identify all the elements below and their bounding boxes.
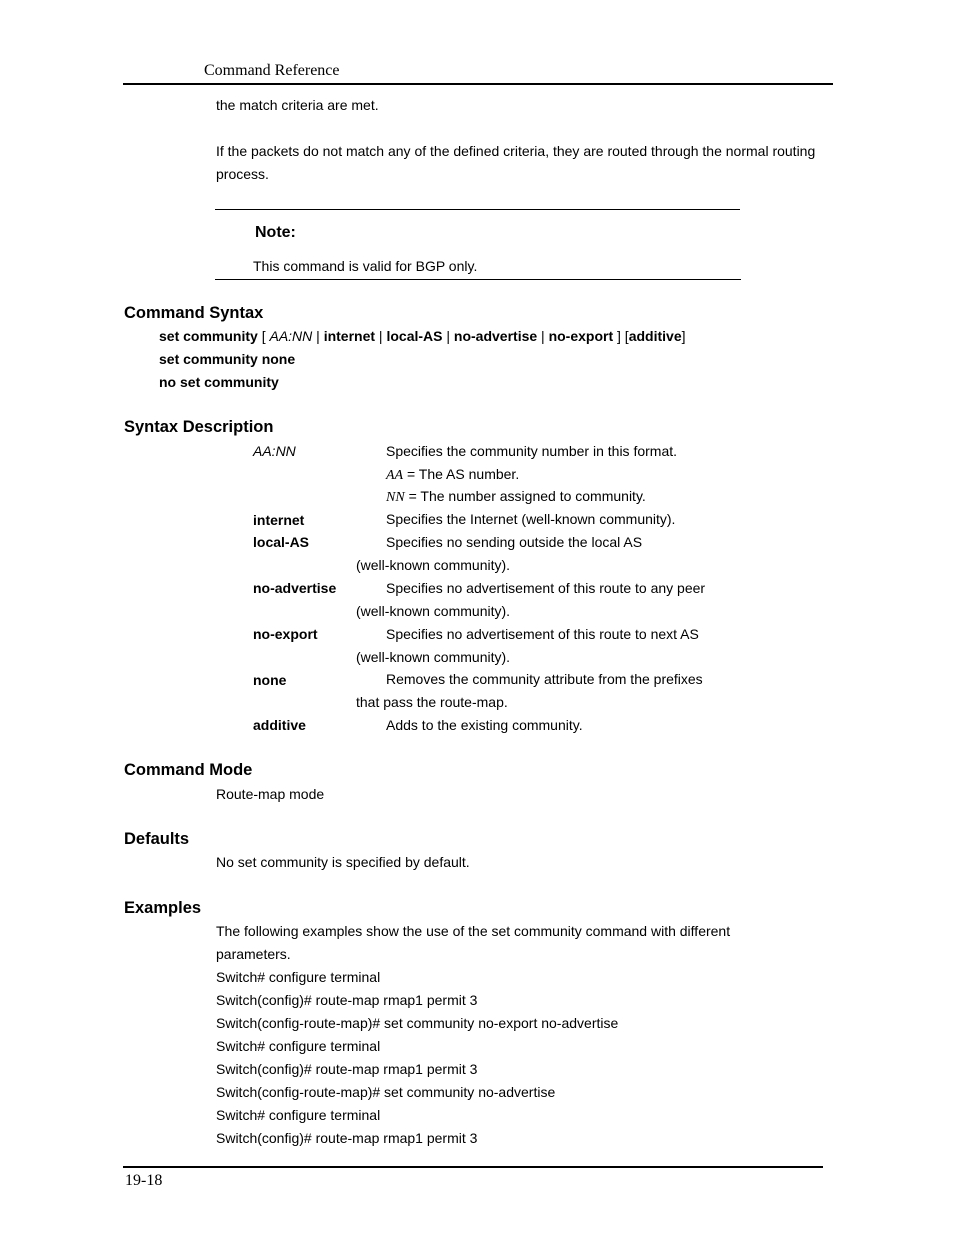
command-mode-heading: Command Mode [124,761,253,779]
defaults-heading: Defaults [124,830,190,848]
term-none: none [253,672,287,688]
term-no-advertise: no-advertise [253,580,337,596]
example-line: Switch# configure terminal [216,1107,381,1123]
header-rule [123,83,833,85]
syntax-bracket: [ [257,328,270,344]
syntax-sep: | [537,328,549,344]
syntax-line-3: no set community [159,374,279,390]
syntax-local-as: local-AS [386,328,443,344]
note-text: This command is valid for BGP only. [253,258,478,274]
example-line: Switch# configure terminal [216,1038,381,1054]
syntax-additive: additive [628,328,682,344]
syntax-cmd: set community [159,328,258,344]
desc-aa-text: = The AS number. [403,466,520,482]
syntax-bracket: ] [681,328,686,344]
desc-additive: Adds to the existing community. [386,717,583,733]
examples-intro-2: parameters. [216,946,291,962]
syntax-sep: | [442,328,454,344]
syntax-line-2: set community none [159,351,296,367]
intro-paragraph-1: the match criteria are met. [216,97,379,113]
desc-aann: Specifies the community number in this format. [386,443,678,459]
desc-local-as-1: Specifies no sending outside the local AS [386,534,643,550]
desc-internet: Specifies the Internet (well-known community). [386,511,676,527]
desc-nn-text: = The number assigned to community. [404,488,646,504]
syntax-line-1 [159,325,686,348]
examples-heading: Examples [124,899,202,917]
term-nn: NN [386,490,405,505]
example-line: Switch(config)# route-map rmap1 permit 3 [216,1130,478,1146]
syntax-description-heading: Syntax Description [124,418,274,436]
term-aa: AA [386,468,404,483]
desc-local-as-2: (well-known community). [356,557,511,573]
defaults-text: No set community is specified by default. [216,854,470,870]
desc-aa [386,463,519,487]
example-line: Switch(config-route-map)# set community no-advertise [216,1084,556,1100]
syntax-sep: | [312,328,324,344]
syntax-aann: AA:NN [269,328,313,344]
term-no-export: no-export [253,626,318,642]
example-line: Switch(config)# route-map rmap1 permit 3 [216,992,478,1008]
desc-no-advertise-1: Specifies no advertisement of this route to any peer [386,580,706,596]
command-syntax-heading: Command Syntax [124,304,264,322]
desc-none-2: that pass the route-map. [356,694,508,710]
note-bottom-rule [215,279,741,280]
example-line: Switch(config)# route-map rmap1 permit 3 [216,1061,478,1077]
command-mode-text: Route-map mode [216,786,325,802]
term-aann: AA:NN [253,443,296,459]
note-label: Note: [255,224,296,241]
desc-nn [386,485,646,509]
desc-no-export-2: (well-known community). [356,649,511,665]
page-number: 19-18 [125,1172,163,1189]
example-line: Switch(config-route-map)# set community no-export no-advertise [216,1015,619,1031]
term-additive: additive [253,717,306,733]
running-header: Command Reference [204,62,340,79]
intro-paragraph-2: If the packets do not match any of the defined criteria, they are routed through the normal routing process. [216,143,816,182]
note-top-rule [215,209,740,210]
term-local-as: local-AS [253,534,310,550]
desc-no-advertise-2: (well-known community). [356,603,511,619]
desc-no-export-1: Specifies no advertisement of this route to next AS [386,626,699,642]
syntax-bracket: ] [ [613,328,629,344]
syntax-sep: | [375,328,387,344]
example-line: Switch# configure terminal [216,969,381,985]
examples-intro-1: The following examples show the use of the set community command with different [216,923,731,939]
syntax-internet: internet [323,328,376,344]
desc-none-1: Removes the community attribute from the prefixes [386,671,703,687]
term-internet: internet [253,512,305,528]
syntax-no-advertise: no-advertise [453,328,538,344]
footer-rule [123,1166,823,1168]
syntax-no-export: no-export [548,328,614,344]
examples-block [216,920,730,1150]
